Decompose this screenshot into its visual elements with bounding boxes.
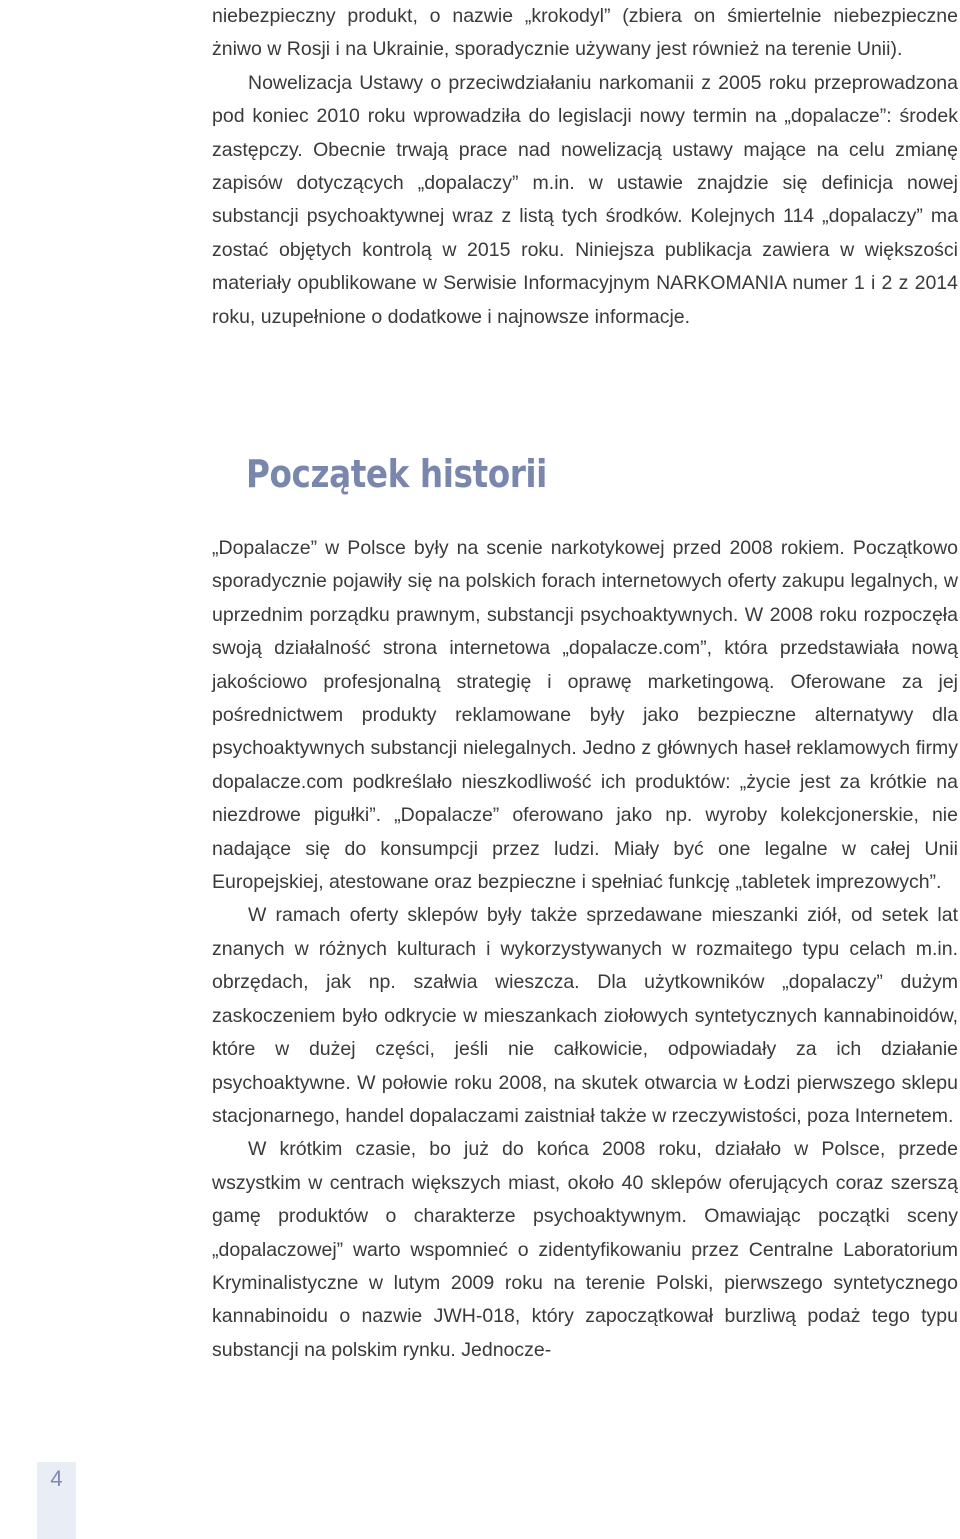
paragraph-herbal-mixtures: W ramach oferty sklepów były także sprzedawane mieszanki ziół, od setek lat znanych w różnych kulturach i wykorzystywanych w rozmaitego typu celach m.in. obrzędach, jak np. szałwia wieszcza. Dla użytkowników „dopalaczy” dużym zaskoczeniem było odkrycie w mieszankach ziołowych syntetycznych kannabinoidów, które w dużej części, jeśli nie całkowicie, odpowiadały za ich działanie psychoaktywne. W połowie roku 2008, na skutek otwarcia w Łodzi pierwszego sklepu stacjonarnego, handel dopalaczami zaistniał także w rzeczywistości, poza Internetem. [212,904,958,1127]
section-heading: Początek historii [246,452,547,496]
intro-text-block [212,0,958,334]
paragraph-expansion: W krótkim czasie, bo już do końca 2008 roku, działało w Polsce, przede wszystkim w centrach większych miast, około 40 sklepów oferujących coraz szerszą gamę produktów o charakterze psychoaktywnym. Omawiając początki sceny „dopalaczowej” warto wspomnieć o zidentyfikowaniu przez Centralne Laboratorium Kryminalistyczne w lutym 2009 roku na terenie Polski, pierwszego syntetycznego kannabinoidu o nazwie JWH-018, który zapoczątkował burzliwą podaż tego typu substancji na polskim rynku. Jednocze- [212,1138,958,1361]
page-number: 4 [50,1466,63,1491]
paragraph-amendment: Nowelizacja Ustawy o przeciwdziałaniu narkomanii z 2005 roku przeprowadzona pod koniec 2010 roku wprowadziła do legislacji nowy termin na „dopalacze”: środek zastępczy. Obecnie trwają prace nad nowelizacją ustawy mające na celu zmianę zapisów dotyczących „dopalaczy” m.in. w ustawie znajdzie się definicja nowej substancji psychoaktywnej wraz z listą tych środków. Kolejnych 114 „dopalaczy” ma zostać objętych kontrolą w 2015 roku. Niniejsza publikacja zawiera w większości materiały opublikowane w Serwisie Informacyjnym NARKOMANIA numer 1 i 2 z 2014 roku, uzupełnione o dodatkowe i najnowsze informacje. [212,71,958,328]
paragraph-origins: „Dopalacze” w Polsce były na scenie narkotykowej przed 2008 rokiem. Początkowo sporadycznie pojawiły się na polskich forach internetowych oferty zakupu legalnych, w uprzednim porządku prawnym, substancji psychoaktywnych. W 2008 roku rozpoczęła swoją działalność strona internetowa „dopalacze.com”, która przedstawiała nową jakościowo profesjonalną strategię i oprawę marketingową. Oferowane za jej pośrednictwem produkty reklamowane były jako bezpieczne alternatywy dla psychoaktywnych substancji nielegalnych. Jedno z głównych haseł reklamowych firmy dopalacze.com podkreślało nieszkodliwość ich produktów: „życie jest za krótkie na niezdrowe pigułki”. „Dopalacze” oferowano jako np. wyroby kolekcjonerskie, nie nadające się do konsumpcji przez ludzi. Miały być one legalne w całej Unii Europejskiej, atestowane oraz bezpieczne i spełniać funkcję „tabletek imprezowych”. [212,537,958,894]
page-number-tab [37,1462,76,1539]
paragraph-continuation: niebezpieczny produkt, o nazwie „krokodyl” (zbiera on śmiertelnie niebezpieczne żniwo w Rosji i na Ukrainie, sporadycznie używany jest również na terenie Unii). [212,5,958,61]
section-text-block [212,532,958,1367]
